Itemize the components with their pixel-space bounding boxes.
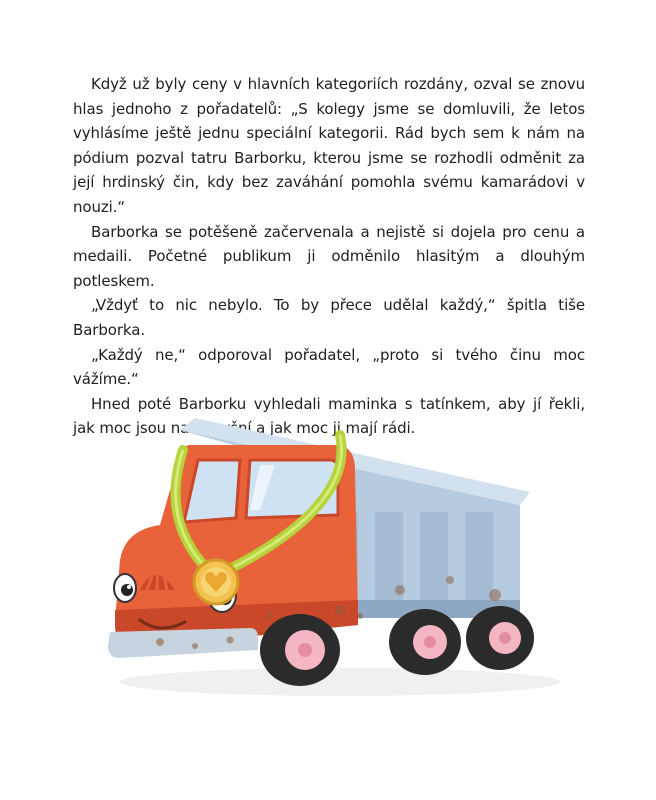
rear-wheel-2 [466, 606, 534, 670]
gold-medal [194, 560, 238, 604]
paragraph-2: Barborka se potěšeně začervenala a nejistě si dojela pro cenu a medaili. Početné publikum ji odměnilo hlasitým a dlouhým potleskem. [73, 222, 585, 290]
paragraph-3: „Vždyť to nic nebylo. To by přece udělal každý,“ špitla tiše Barborka. [73, 296, 585, 339]
ground-shadow [120, 668, 560, 696]
front-bumper [108, 628, 258, 658]
front-wheel [260, 614, 340, 686]
paragraph-5: Hned poté Barborku vyhledali maminka s tatínkem, aby jí řekli, jak moc jsou na ni pyšní a jak moc ji mají rádi. [73, 394, 585, 438]
paragraph-1: Když už byly ceny v hlavních kategoriích rozdány, ozval se znovu hlas jednoho z pořadatelů: „S kolegy jsme se domluvili, že letos vyhlásíme ještě jednu speciální kategorii. Rád bych sem k nám na pódium pozval tatru Barborku, kterou jsme se rozhodli odměnit za její hrdinský čin, kdy bez zaváhání pomohla svému kamarádovi v nouzi.“ [73, 75, 585, 216]
dump-truck-illustration [100, 410, 560, 710]
paragraph-4: „Každý ne,“ odporoval pořadatel, „proto si tvého činu moc vážíme.“ [73, 345, 585, 389]
story-text [73, 72, 585, 441]
rear-wheel-1 [389, 609, 461, 675]
